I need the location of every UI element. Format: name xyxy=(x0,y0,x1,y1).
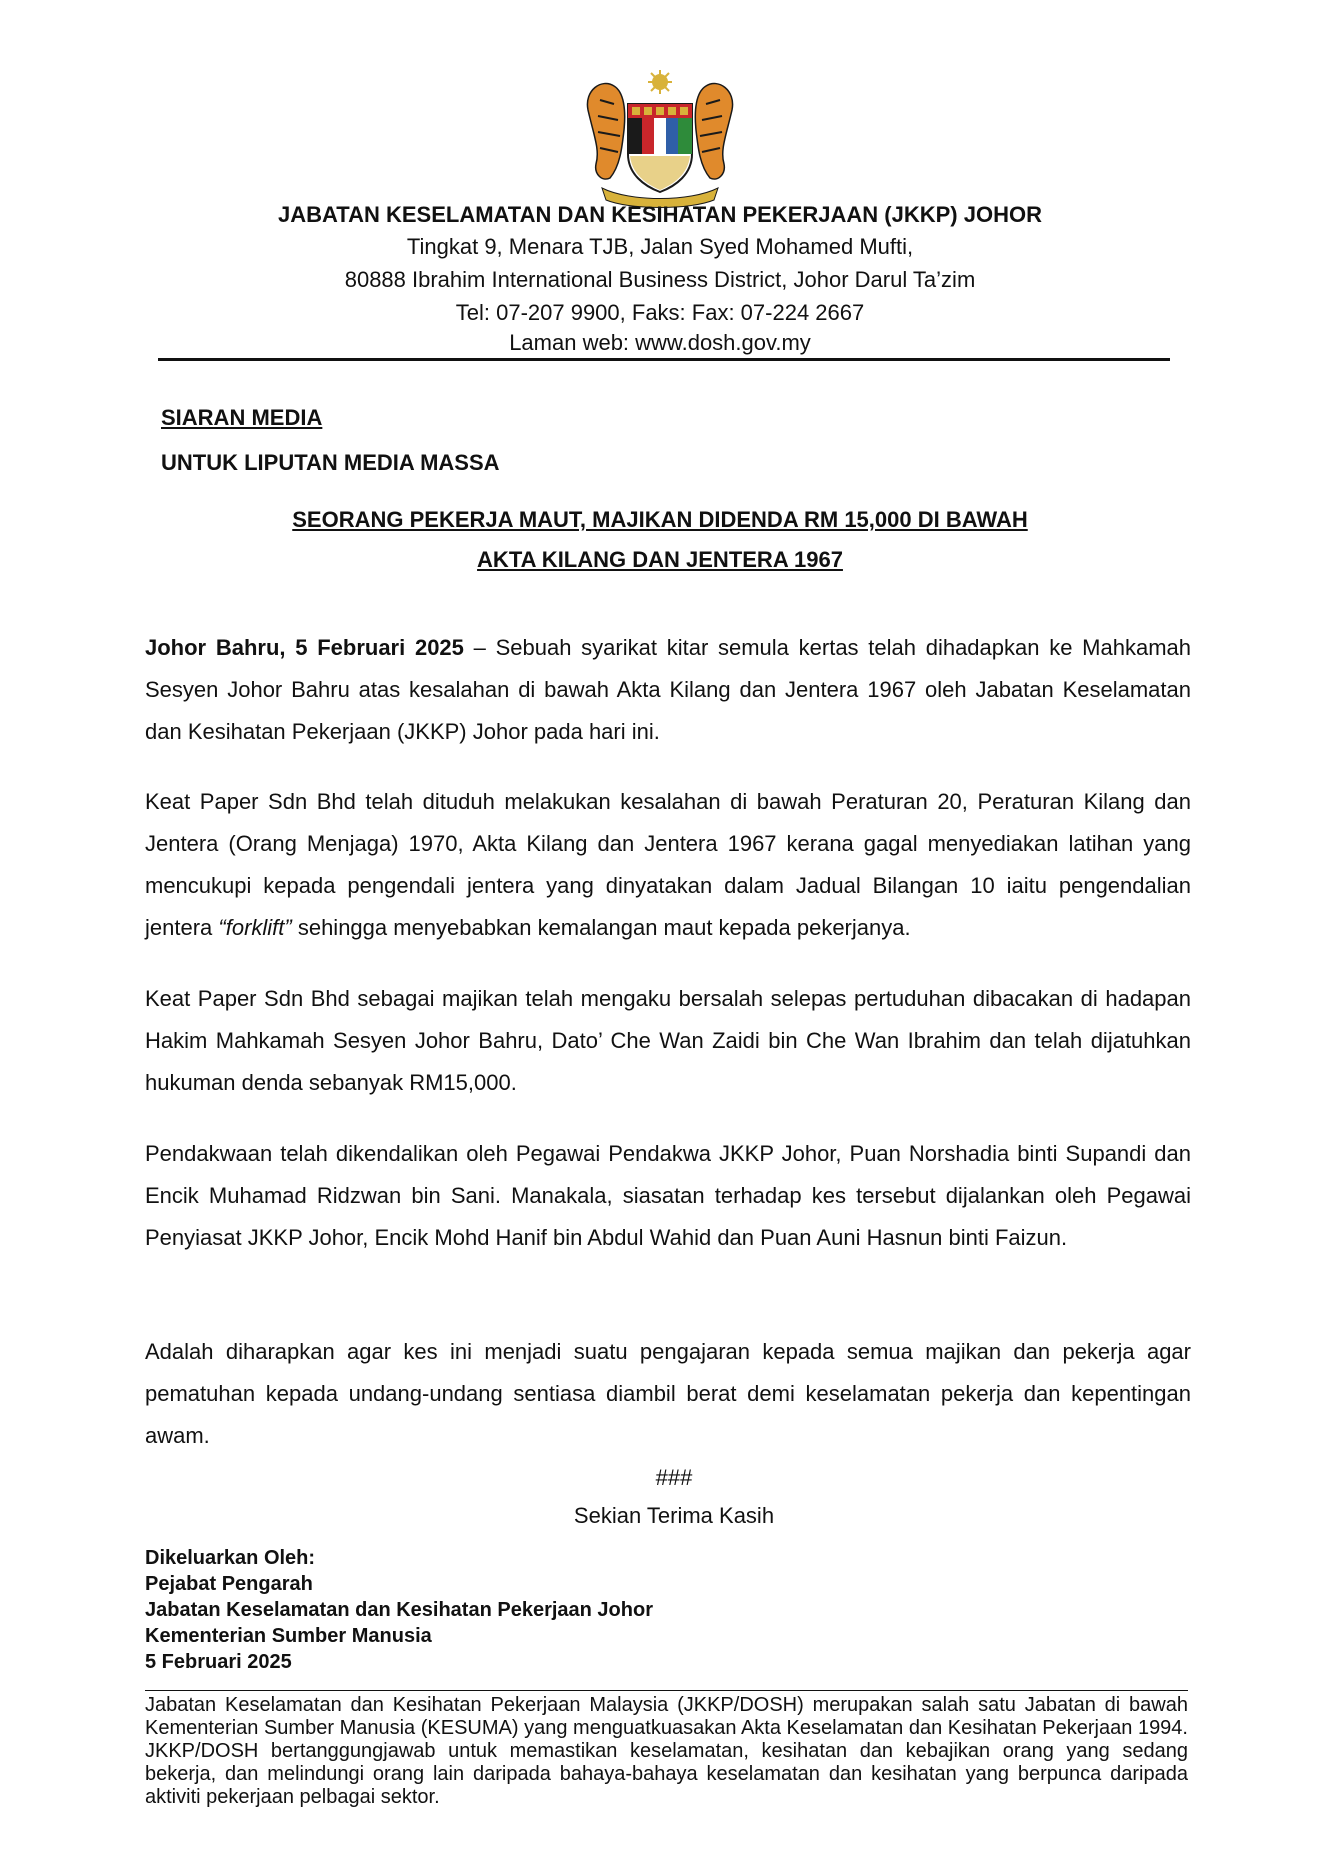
closing-thanks: Sekian Terima Kasih xyxy=(573,1503,775,1528)
issuing-ministry: Kementerian Sumber Manusia xyxy=(145,1625,432,1647)
paragraph-4: Pendakwaan telah dikendalikan oleh Pegawai Pendakwa JKKP Johor, Puan Norshadia binti Supandi dan Encik Muhamad Ridzwan bin Sani. Manakala, siasatan terhadap kes tersebut dijalankan oleh Pegawai Penyiasat JKKP Johor, Encik Mohd Hanif bin Abdul Wahid dan Puan Auni Hasnun binti Faizun. xyxy=(145,1141,1191,1250)
media-release-label: SIARAN MEDIA xyxy=(161,405,323,430)
media-coverage-label: UNTUK LIPUTAN MEDIA MASSA xyxy=(161,450,500,475)
footer-divider xyxy=(145,1690,1188,1691)
paragraph-5: Adalah diharapkan agar kes ini menjadi suatu pengajaran kepada semua majikan dan pekerja agar pematuhan kepada undang-undang sentiasa diambil berat demi keselamatan pekerja dan kepentingan awam. xyxy=(145,1339,1191,1448)
website-line: Laman web: www.dosh.gov.my xyxy=(509,330,811,355)
issuing-department: Jabatan Keselamatan dan Kesihatan Pekerjaan Johor xyxy=(145,1599,653,1621)
paragraph-1 xyxy=(145,627,1191,753)
organization-name: JABATAN KESELAMATAN DAN KESIHATAN PEKERJAAN (JKKP) JOHOR xyxy=(278,202,1042,227)
header-divider xyxy=(158,358,1170,361)
paragraph-3: Keat Paper Sdn Bhd sebagai majikan telah mengaku bersalah selepas pertuduhan dibacakan di hadapan Hakim Mahkamah Sesyen Johor Bahru, Dato’ Che Wan Zaidi bin Che Wan Ibrahim dan telah dijatuhkan hukuman denda sebanyak RM15,000. xyxy=(145,986,1191,1095)
malaysia-coat-of-arms-logo xyxy=(580,70,740,210)
forklift-term: “forklift” xyxy=(218,915,292,940)
issuing-office: Pejabat Pengarah xyxy=(145,1573,313,1595)
paragraph-2-text-a: Keat Paper Sdn Bhd telah dituduh melakukan kesalahan di bawah Peraturan 20, Peraturan Kilang dan Jentera (Orang Menjaga) 1970, Akta Kilang dan Jentera 1967 kerana gagal menyediakan latihan yang mencukupi kepada pengendali jentera yang dinyatakan dalam Jadual Bilangan 10 iaitu pengendalian jentera xyxy=(145,789,1191,940)
headline-line-2: AKTA KILANG DAN JENTERA 1967 xyxy=(477,547,843,572)
contact-phone: Tel: 07-207 9900, Faks: Fax: 07-224 2667 xyxy=(455,300,865,325)
end-marker: ### xyxy=(655,1465,693,1490)
issued-by-block xyxy=(145,1545,653,1675)
paragraph-1-text: – Sebuah syarikat kitar semula kertas telah dihadapkan ke Mahkamah Sesyen Johor Bahru atas kesalahan di bawah Akta Kilang dan Jentera 1967 oleh Jabatan Keselamatan dan Kesihatan Pekerjaan (JKKP) Johor pada hari ini. xyxy=(145,635,1192,744)
dateline: Johor Bahru, 5 Februari 2025 xyxy=(145,635,464,660)
issued-by-label: Dikeluarkan Oleh: xyxy=(145,1547,316,1569)
issue-date: 5 Februari 2025 xyxy=(145,1651,292,1673)
paragraph-2 xyxy=(145,781,1191,949)
address-line-1: Tingkat 9, Menara TJB, Jalan Syed Mohamed Mufti, xyxy=(406,234,914,259)
address-line-2: 80888 Ibrahim International Business District, Johor Darul Ta’zim xyxy=(344,267,976,292)
headline-line-1: SEORANG PEKERJA MAUT, MAJIKAN DIDENDA RM 15,000 DI BAWAH xyxy=(292,507,1028,532)
footer-note: Jabatan Keselamatan dan Kesihatan Pekerjaan Malaysia (JKKP/DOSH) merupakan salah satu Jabatan di bawah Kementerian Sumber Manusia (KESUMA) yang menguatkuasakan Akta Keselamatan dan Kesihatan Pekerjaan 1994. JKKP/DOSH bertanggungjawab untuk memastikan keselamatan, kesihatan dan kebajikan orang yang sedang bekerja, dan melindungi orang lain daripada bahaya-bahaya keselamatan dan kesihatan yang berpunca daripada aktiviti pekerjaan pelbagai sektor. xyxy=(145,1694,1188,1808)
paragraph-2-text-b: sehingga menyebabkan kemalangan maut kepada pekerjanya. xyxy=(291,915,911,940)
